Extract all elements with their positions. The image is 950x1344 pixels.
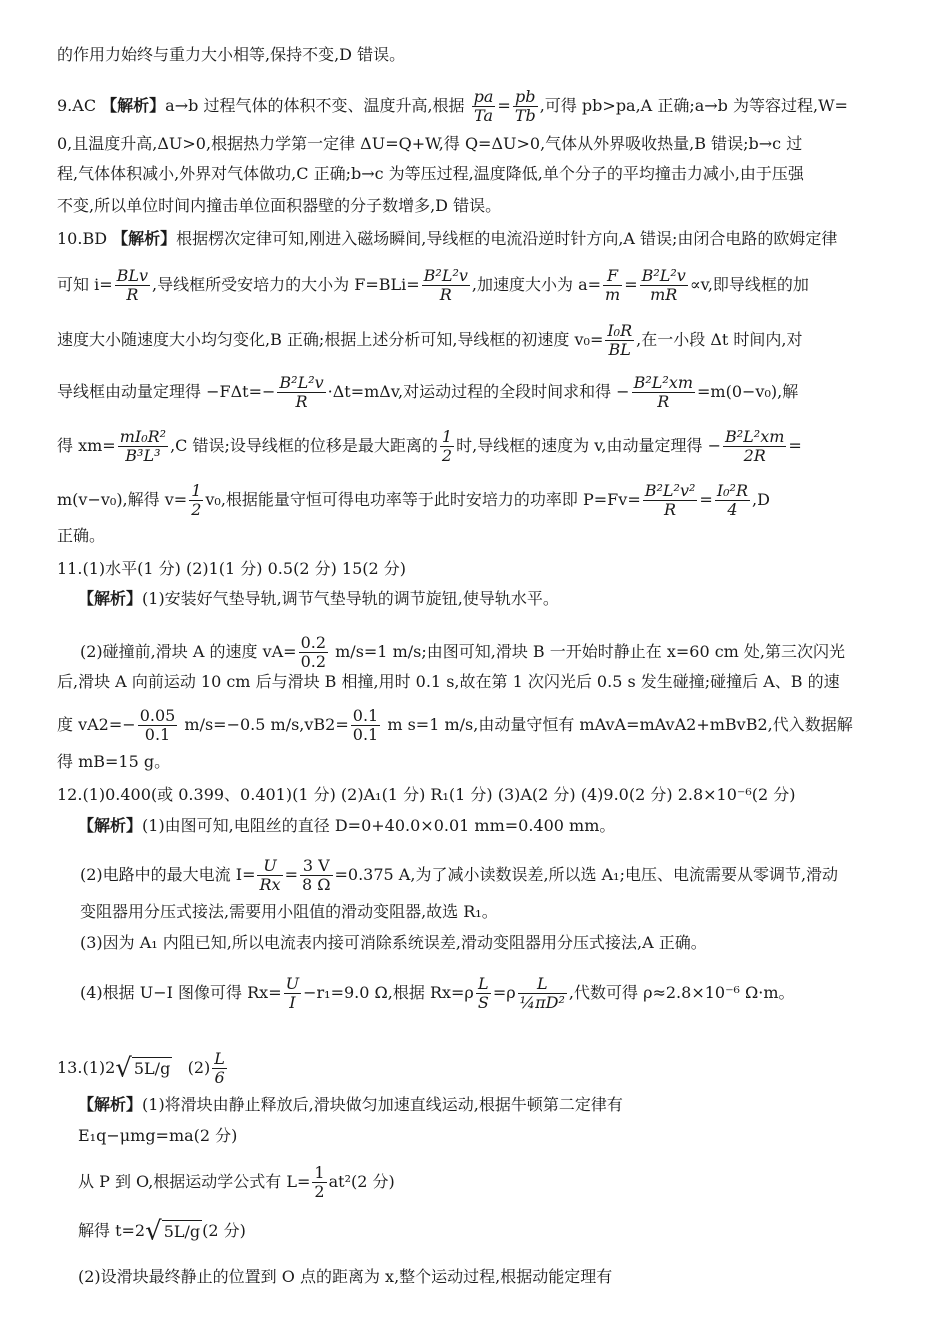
text-line: 0,且温度升高,ΔU>0,根据热力学第一定律 ΔU=Q+W,得 Q=ΔU>0,气体从外界吸收热量,B 错误;b→c 过 [57,134,803,153]
text-line: 变阻器用分压式接法,需要用小阻值的滑动变阻器,故选 R₁。 [80,902,498,921]
text-line: (3)因为 A₁ 内阻已知,所以电流表内接可消除系统误差,滑动变阻器用分压式接法,A 正确。 [80,933,707,952]
sqrt-expression: √ 5L/g [145,1216,201,1247]
fraction: $\frac{L}{\text{¼πD²}}$ [519,974,565,1012]
formula-line: 导线框由动量定理得 −FΔt=− $\frac{\text{B²L²v}}{R}$ ·Δt=mΔv,对运动过程的全段时间求和得 − $\frac{\text{B²L²xm}}{R}$ =m(0−v₀),解 [57,373,799,411]
question-11-line: 11.(1)水平(1 分) (2)1(1 分) 0.5(2 分) 15(2 分) [57,559,407,578]
fraction: $\frac{1}{2}$ [314,1163,325,1201]
fraction: $\frac{pb}{Tb}$ [514,87,536,125]
formula-line: m(v−v₀),解得 v= $\frac{1}{2}$ v₀,根据能量守恒可得电功率等于此时安培力的功率即 P=Fv= $\frac{\text{B²L²v²}}{R}$ = $\frac{\text{I₀²R}}{4}$ ,D [57,481,770,519]
text-line: (2)设滑块最终静止的位置到 O 点的距离为 x,整个运动过程,根据动能定理有 [78,1267,613,1286]
fraction: $\frac{\text{B²L²xm}}{2R}$ [724,427,785,465]
text-line: 不变,所以单位时间内撞击单位面积器壁的分子数增多,D 错误。 [57,196,502,215]
question-13-line: 13.(1)2√ 5L/g (2) $\frac{L}{6}$ [57,1049,225,1087]
fraction: $\frac{0.05}{0.1}$ [139,706,176,744]
fraction: $\frac{F}{m}$ [605,266,621,304]
formula-line: 度 vA2=− $\frac{0.05}{0.1}$ m/s=−0.5 m/s,vB2= $\frac{0.1}{0.1}$ m s=1 m/s,由动量守恒有 mAvA=mAvA2+mBvB2,代入数据解 [57,706,853,744]
analysis-label: 【解析】 [112,229,177,248]
question-9-line: 9.AC 【解析】a→b 过程气体的体积不变、温度升高,根据 $\frac{pa}{Ta}$ = $\frac{pb}{Tb}$ ,可得 pb>pa,A 正确;a→b 为等容过程,W= [57,87,848,125]
analysis-line: 【解析】(1)由图可知,电阻丝的直径 D=0+40.0×0.01 mm=0.400 mm。 [78,816,616,835]
fraction: $\frac{U}{I}$ [285,974,300,1012]
fraction: $\frac{U}{Rx}$ [259,856,281,894]
question-number: 10.BD [57,229,108,248]
fraction: $\frac{0.2}{0.2}$ [300,633,327,671]
question-12-line: 12.(1)0.400(或 0.399、0.401)(1 分) (2)A₁(1 分) R₁(1 分) (3)A(2 分) (4)9.0(2 分) 2.8×10⁻⁶(2 分) [57,785,796,804]
text-line: 后,滑块 A 向前运动 10 cm 后与滑块 B 相撞,用时 0.1 s,故在第 1 次闪光后 0.5 s 发生碰撞;碰撞后 A、B 的速 [57,672,840,691]
fraction: $\frac{\text{B²L²v}}{R}$ [423,266,468,304]
fraction: $\frac{pa}{Ta}$ [473,87,494,125]
analysis-label: 【解析】 [78,816,143,835]
fraction: $\frac{\text{I₀R}}{BL}$ [607,321,633,359]
text-line: 得 mB=15 g。 [57,752,171,771]
formula-line: 解得 t=2√ 5L/g (2 分) [78,1216,246,1247]
formula-line: 得 xm= $\frac{\text{mI₀R²}}{\text{B³L³}}$ ,C 错误;设导线框的位移是最大距离的 $\frac{1}{2}$ 时,导线框的速度为 v,由动量定理得 − $\frac{\text{B²L²xm}}{2R}$ = [57,427,802,465]
question-10-line: 10.BD 【解析】根据楞次定律可知,刚进入磁场瞬间,导线框的电流沿逆时针方向,A 错误;由闭合电路的欧姆定律 [57,229,838,248]
analysis-line: 【解析】(1)将滑块由静止释放后,滑块做匀加速直线运动,根据牛顿第二定律有 [78,1095,623,1114]
analysis-label: 【解析】 [78,589,143,608]
formula-line: (2)电路中的最大电流 I= $\frac{U}{Rx}$ = $\frac{3 V}{8 \Omega}$ =0.375 A,为了减小读数误差,所以选 A₁;电压、电流需要从零调节,滑动 [80,856,839,894]
fraction: $\frac{\text{I₀²R}}{4}$ [716,481,749,519]
text-line: 程,气体体积减小,外界对气体做功,C 正确;b→c 为等压过程,温度降低,单个分子的平均撞击力减小,由于压强 [57,164,804,183]
fraction: $\frac{\text{BLv}}{R}$ [116,266,149,304]
fraction: $\frac{\text{mI₀R²}}{\text{B³L³}}$ [119,427,167,465]
analysis-line: 【解析】(1)安装好气垫导轨,调节气垫导轨的调节旋钮,使导轨水平。 [78,589,559,608]
formula-line: 可知 i= $\frac{\text{BLv}}{R}$ ,导线框所受安培力的大小为 F=BLi= $\frac{\text{B²L²v}}{R}$ ,加速度大小为 a= $\frac{F}{m}$ = $\frac{\text{B²L²v}}{mR}$ ∝v,即导线框的加 [57,266,809,304]
analysis-label: 【解析】 [78,1095,143,1114]
formula-line: (2)碰撞前,滑块 A 的速度 vA= $\frac{0.2}{0.2}$ m/s=1 m/s;由图可知,滑块 B 一开始时静止在 x=60 cm 处,第三次闪光 [80,633,846,671]
sqrt-expression: √ 5L/g [115,1053,171,1084]
fraction: $\frac{1}{2}$ [441,427,453,465]
fraction: $\frac{0.1}{0.1}$ [352,706,379,744]
formula-line: 从 P 到 O,根据运动学公式有 L= $\frac{1}{2}$ at²(2 分) [78,1163,395,1201]
fraction: $\frac{\text{B²L²v²}}{R}$ [644,481,696,519]
question-number: 9.AC [57,96,97,115]
fraction: $\frac{L}{S}$ [477,974,489,1012]
fraction: $\frac{\text{B²L²v}}{mR}$ [641,266,686,304]
text-line: 的作用力始终与重力大小相等,保持不变,D 错误。 [57,45,406,64]
fraction: $\frac{1}{2}$ [191,481,202,519]
text-line: 正确。 [57,526,106,545]
fraction: $\frac{L}{6}$ [214,1049,225,1087]
fraction: $\frac{3 V}{8 \Omega}$ [301,856,331,894]
fraction: $\frac{\text{B²L²v}}{R}$ [279,373,324,411]
formula-line: (4)根据 U−I 图像可得 Rx= $\frac{U}{I}$ −r₁=9.0 Ω,根据 Rx=ρ $\frac{L}{S}$ =ρ $\frac{L}{\text{¼πD²}}$ ,代数可得 ρ≈2.8×10⁻⁶ Ω·m。 [80,974,795,1012]
formula-line: 速度大小随速度大小均匀变化,B 正确;根据上述分析可知,导线框的初速度 v₀= $\frac{\text{I₀R}}{BL}$ ,在一小段 Δt 时间内,对 [57,321,803,359]
fraction: $\frac{\text{B²L²xm}}{R}$ [633,373,693,411]
analysis-label: 【解析】 [101,96,166,115]
formula-line: E₁q−μmg=ma(2 分) [78,1126,238,1145]
